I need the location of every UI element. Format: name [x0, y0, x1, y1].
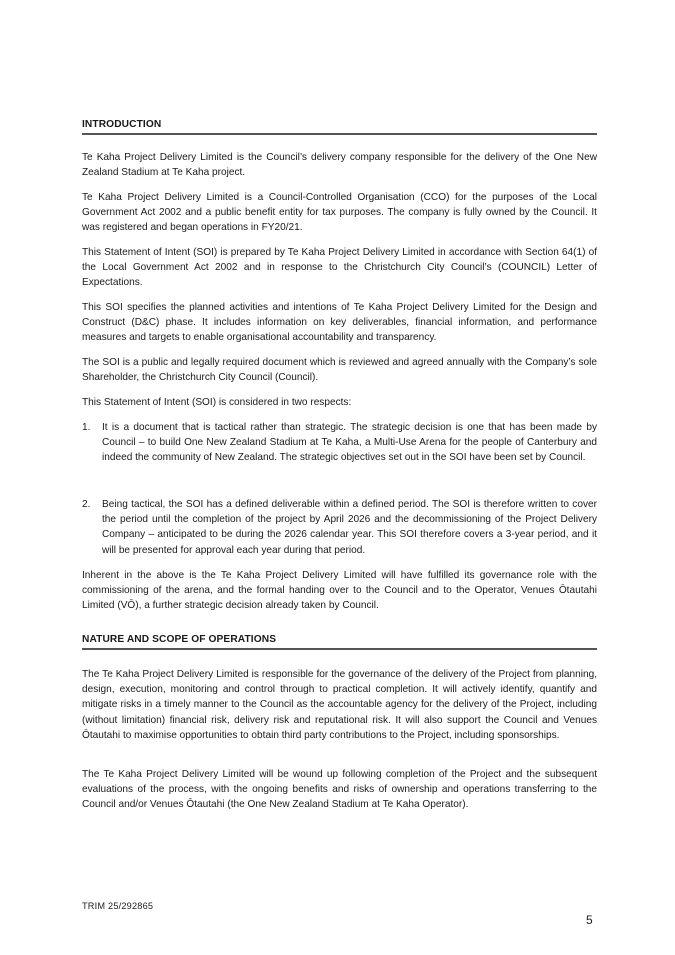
list-item [82, 420, 597, 466]
list-item-number: 1. [82, 422, 91, 433]
section-heading-nature-scope: NATURE AND SCOPE OF OPERATIONS [82, 634, 597, 650]
intro-paragraph-5 [82, 355, 597, 385]
intro-numbered-list-2 [82, 497, 597, 558]
list-item-number: 2. [82, 499, 91, 510]
paragraph-text: This SOI specifies the planned activities and intentions of Te Kaha Project Delivery Limited for the Design and Construct (D&C) phase. It includes information on key deliverables, financial information, and performance measures and targets to enable organisational accountability and transparency. [82, 302, 597, 344]
paragraph-text: The Te Kaha Project Delivery Limited will be wound up following completion of the Project and the subsequent evaluations of the process, with the ongoing benefits and risks of ownership and operations transferring to the Council and/or Venues Ōtautahi (the One New Zealand Stadium at Te Kaha Operator). [82, 769, 597, 811]
intro-numbered-list [82, 420, 597, 466]
nature-paragraph-1 [82, 667, 597, 743]
paragraph-text: Te Kaha Project Delivery Limited is a Council-Controlled Organisation (CCO) for the purposes of the Local Government Act 2002 and a public benefit entity for tax purposes. The company is fully owned by the Council. It was registered and began operations in FY20/21. [82, 192, 597, 234]
nature-paragraph-2 [82, 767, 597, 813]
section-heading-introduction: INTRODUCTION [82, 119, 597, 135]
paragraph-text: Inherent in the above is the Te Kaha Project Delivery Limited will have fulfilled its governance role with the commissioning of the arena, and the formal handing over to the Council and to the Operator, Venues Ōtautahi Limited (VŌ), a further strategic decision already taken by Council. [82, 570, 597, 612]
paragraph-text: The SOI is a public and legally required document which is reviewed and agreed annually with the Company’s sole Shareholder, the Christchurch City Council (Council). [82, 357, 597, 384]
intro-paragraph-1 [82, 150, 597, 180]
list-item-text: Being tactical, the SOI has a defined deliverable within a defined period. The SOI is therefore written to cover the period until the completion of the project by April 2026 and the decommissioning of the Project Delivery Company – anticipated to be during the 2026 calendar year. This SOI therefore covers a 3-year period, and it will be presented for approval each year during that period. [102, 499, 597, 556]
intro-paragraph-2 [82, 190, 597, 236]
list-item-text: It is a document that is tactical rather than strategic. The strategic decision is one that has been made by Council – to build One New Zealand Stadium at Te Kaha, a Multi-Use Arena for the people of Canterbury and indeed the community of New Zealand. The strategic objectives set out in the SOI have been set by Council. [102, 422, 597, 464]
paragraph-text: This Statement of Intent (SOI) is prepared by Te Kaha Project Delivery Limited in accordance with Section 64(1) of the Local Government Act 2002 and in response to the Christchurch City Council’s (COUNCIL) Letter of Expectations. [82, 247, 597, 289]
intro-closing-paragraph [82, 568, 597, 614]
page-number: 5 [586, 913, 593, 927]
intro-paragraph-4 [82, 300, 597, 346]
paragraph-text: The Te Kaha Project Delivery Limited is responsible for the governance of the delivery of the Project from planning, design, execution, monitoring and control through to practical completion. It will actively identify, quantify and mitigate risks in a timely manner to the Council as the accountable agency for the delivery of the Project, including (without limitation) financial risk, delivery risk and reputational risk. It will also support the Council and Venues Ōtautahi to maximise opportunities to obtain third party contributions to the Project, including sponsorships. [82, 669, 597, 741]
paragraph-text: This Statement of Intent (SOI) is considered in two respects: [82, 397, 352, 408]
intro-paragraph-6 [82, 395, 597, 410]
list-item [82, 497, 597, 558]
document-reference: TRIM 25/292865 [82, 901, 154, 911]
paragraph-text: Te Kaha Project Delivery Limited is the Council’s delivery company responsible for the delivery of the One New Zealand Stadium at Te Kaha project. [82, 152, 597, 179]
intro-paragraph-3 [82, 245, 597, 291]
